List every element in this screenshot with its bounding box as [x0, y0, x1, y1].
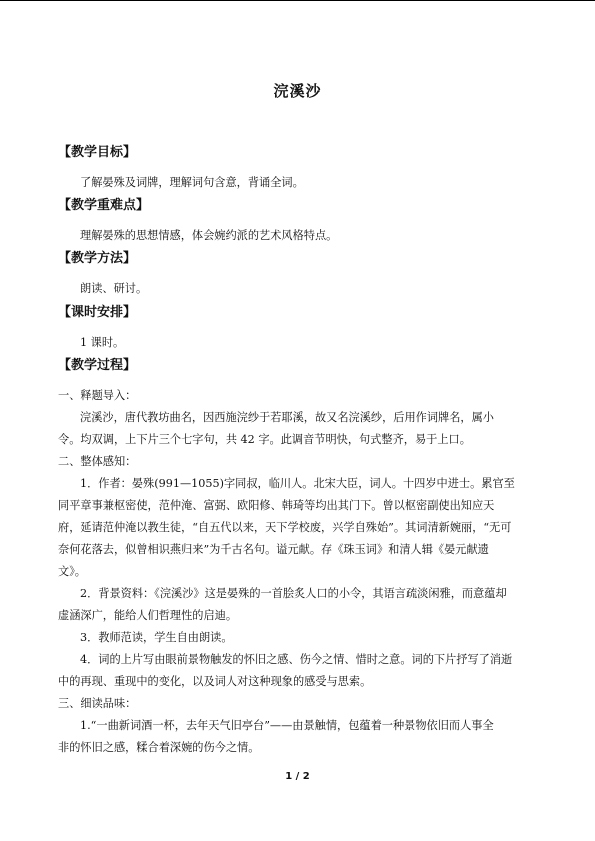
process-line: 一、释题导入： [58, 389, 137, 402]
heading-goal: 【教学目标】 [58, 145, 137, 160]
process-line: 2．背景资料：《浣溪沙》这是晏殊的一首脍炙人口的小令，其语言疏淡闲雅，而意蕴却 [80, 587, 507, 600]
page-number: 1 / 2 [285, 771, 310, 782]
process-line: 二、整体感知： [58, 455, 137, 468]
heading-key-points: 【教学重难点】 [58, 198, 150, 213]
key-points-text: 理解晏殊的思想情感，体会婉约派的艺术风格特点。 [80, 229, 338, 242]
goal-text: 了解晏殊及词牌，理解词句含意，背诵全词。 [80, 176, 304, 189]
page-title: 浣溪沙 [273, 82, 322, 100]
process-line: 文》。 [58, 565, 86, 578]
schedule-text: 1 课时。 [80, 336, 125, 349]
process-line: 浣溪沙，唐代教坊曲名，因西施浣纱于若耶溪，故又名浣溪纱，后用作词牌名，属小 [80, 411, 494, 424]
process-line: 4．词的上片写由眼前景物触发的怀旧之感、伤今之情、惜时之意。词的下片抒写了消逝 [80, 653, 513, 666]
heading-process: 【教学过程】 [58, 358, 137, 373]
method-text: 朗读、研讨。 [80, 282, 148, 295]
process-line: 3．教师范读，学生自由朗读。 [80, 631, 233, 644]
process-line: 府，延请范仲淹以教生徒，“自五代以来，天下学校废，兴学自殊始”。其词清新婉丽，“无可 [58, 521, 512, 534]
page-top-border [0, 0, 595, 1]
process-line: 同平章事兼枢密使，范仲淹、富弼、欧阳修、韩琦等均出其门下。曾以枢密副使出知应天 [58, 499, 495, 512]
process-line: 中的再现、重现中的变化，以及词人对这种现象的感受与思索。 [58, 675, 372, 688]
heading-method: 【教学方法】 [58, 251, 137, 266]
process-line: 令。均双调，上下片三个七字句，共 42 字。此调音节明快，句式整齐，易于上口。 [58, 433, 471, 446]
process-line: 非的怀旧之感，糅合着深婉的伤今之情。 [58, 741, 260, 754]
process-line: 虚涵深广，能给人们哲理性的启迪。 [58, 609, 238, 622]
process-line: 1．作者：晏殊(991—1055)字同叔，临川人。北宋大臣，词人。十四岁中进士。累官至 [80, 477, 515, 490]
process-line: 三、细读品味： [58, 697, 137, 710]
process-line: 奈何花落去，似曾相识燕归来”为千古名句。谥元献。存《珠玉词》和清人辑《晏元献遗 [58, 543, 489, 556]
heading-schedule: 【课时安排】 [58, 305, 137, 320]
process-line: 1.“一曲新词酒一杯，去年天气旧亭台”——由景触情，包蕴着一种景物依旧而人事全 [80, 719, 494, 732]
